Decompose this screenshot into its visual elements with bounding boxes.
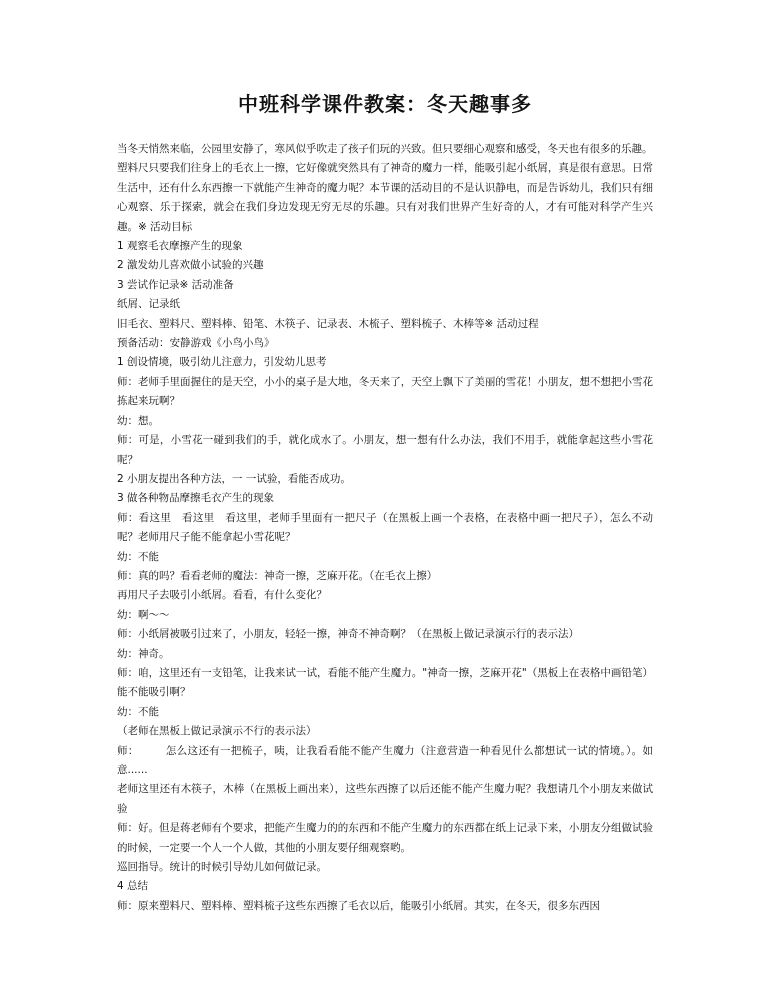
- document-paragraph: 师：咱，这里还有一支铅笔，让我来试一试，看能不能产生魔力。"神奇一擦，芝麻开花"（黑板上在表格中画铅笔）能不能吸引啊？: [117, 666, 653, 699]
- document-title: 中班科学课件教案：冬天趣事多: [238, 92, 532, 116]
- document-paragraph: 1 观察毛衣摩擦产生的现象: [117, 240, 243, 253]
- document-paragraph: 师：看这里 看这里 看这里，老师手里面有一把尺子（在黑板上画一个表格，在表格中画一把尺子），怎么不动呢？老师用尺子能不能拿起小雪花呢？: [117, 511, 653, 544]
- document-paragraph: 3 做各种物品摩擦毛衣产生的现象: [117, 492, 275, 505]
- document-paragraph: 3 尝试作记录※ 活动准备: [117, 278, 234, 291]
- document-paragraph: （老师在黑板上做记录演示不行的表示法）: [117, 725, 317, 738]
- document-paragraph: 师：老师手里面握住的是天空，小小的桌子是大地，冬天来了，天空上飘下了美丽的雪花！小朋友，想不想把小雪花拣起来玩啊？: [117, 375, 653, 408]
- document-paragraph: 师： 怎么这还有一把梳子，咦，让我看看能不能产生魔力（注意营造一种看见什么都想试一试的情境。）。如意......: [117, 744, 653, 776]
- document-paragraph: 师：真的吗？看看老师的魔法：神奇一擦，芝麻开花。（在毛衣上擦）: [117, 569, 438, 582]
- document-body: [117, 140, 653, 916]
- document-paragraph: 预备活动：安静游戏《小鸟小鸟》: [117, 337, 275, 350]
- document-paragraph: 老师这里还有木筷子，木棒（在黑板上画出来），这些东西擦了以后还能不能产生魔力呢？我想请几个小朋友来做试验: [117, 783, 653, 815]
- document-paragraph: 师：原来塑料尺、塑料棒、塑料梳子这些东西擦了毛衣以后，能吸引小纸屑。其实，在冬天，很多东西因: [117, 899, 600, 912]
- document-paragraph: 塑料尺只要我们往身上的毛衣上一擦，它好像就突然具有了神奇的魔力一样，能吸引起小纸屑，真是很有意思。日常生活中，还有什么东西擦一下就能产生神奇的魔力呢？本节课的活动目的不是认识静电，而是告诉幼儿，我们只有细心观察、乐于探索，就会在我们身边发现无穷无尽的乐趣。只有对我们世界产生好奇的人，才有可能对科学产生兴趣。※ 活动目标: [117, 162, 653, 233]
- document-paragraph: 幼：不能: [117, 705, 159, 718]
- document-paragraph: 4 总结: [117, 880, 149, 893]
- document-paragraph: 幼：啊～～: [117, 608, 170, 621]
- document-paragraph: 旧毛衣、塑料尺、塑料棒、铅笔、木筷子、记录表、木梳子、塑料梳子、木棒等※ 活动过程: [117, 317, 539, 330]
- document-paragraph: 2 小朋友提出各种方法，一 一试验，看能否成功。: [117, 472, 351, 485]
- document-paragraph: 幼：神奇。: [117, 647, 170, 660]
- document-paragraph: 1 创设情境，吸引幼儿注意力，引发幼儿思考: [117, 356, 327, 369]
- document-paragraph: 巡回指导。统计的时候引导幼儿如何做记录。: [117, 861, 327, 874]
- document-paragraph: 师：可是，小雪花一碰到我们的手，就化成水了。小朋友，想一想有什么办法，我们不用手，就能拿起这些小雪花呢？: [117, 434, 653, 466]
- document-paragraph: 师：好。但是蒋老师有个要求，把能产生魔力的的东西和不能产生魔力的东西都在纸上记录下来，小朋友分组做试验的时候，一定要一个人一个人做，其他的小朋友要仔细观察哟。: [117, 822, 653, 854]
- document-paragraph: 2 激发幼儿喜欢做小试验的兴趣: [117, 259, 264, 272]
- document-paragraph: 再用尺子去吸引小纸屑。看看，有什么变化？: [117, 589, 327, 602]
- document-paragraph: 纸屑、记录纸: [117, 298, 180, 311]
- document-paragraph: 幼：想。: [117, 414, 159, 427]
- document-paragraph: 幼：不能: [117, 550, 159, 563]
- document-paragraph: 当冬天悄然来临，公园里安静了，寒风似乎吹走了孩子们玩的兴致。但只要细心观察和感受，冬天也有很多的乐趣。: [117, 143, 653, 155]
- document-paragraph: 师：小纸屑被吸引过来了，小朋友，轻轻一擦，神奇不神奇啊？（在黑板上做记录演示行的表示法）: [117, 628, 579, 641]
